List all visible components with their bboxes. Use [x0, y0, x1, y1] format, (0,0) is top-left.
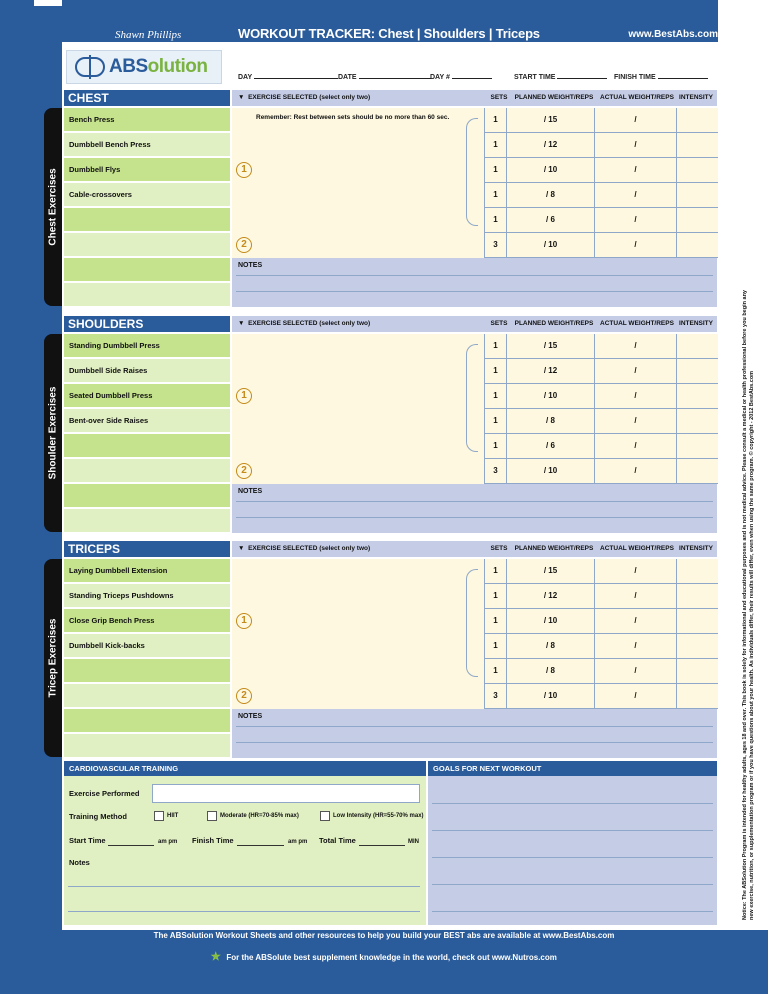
goal-line [432, 884, 713, 885]
site-url[interactable]: www.BestAbs.com [628, 29, 718, 40]
low-intensity-label: Low Intensity (HR=55-70% max) [333, 813, 424, 819]
cardio-notes-label: Notes [69, 858, 90, 867]
actual-cell[interactable]: / [594, 409, 676, 433]
set-row [484, 609, 718, 634]
notes-area[interactable] [232, 258, 717, 307]
total-time-label: Total Time [319, 836, 356, 845]
actual-cell[interactable]: / [594, 233, 676, 257]
moderate-label: Moderate (HR=70-85% max) [220, 813, 299, 819]
planned-header: PLANNED WEIGHT/REPS [514, 94, 594, 101]
sets-header: SETS [490, 320, 508, 327]
exercise-row[interactable] [64, 283, 230, 308]
actual-cell[interactable]: / [594, 459, 676, 483]
planned-cell: / 15 [506, 108, 594, 132]
sets-grid [484, 559, 718, 709]
exercise-row[interactable] [64, 709, 230, 734]
note-line [236, 291, 713, 292]
start-time-line[interactable] [108, 845, 154, 846]
set-row [484, 108, 718, 133]
sets-cell: 1 [484, 158, 506, 182]
sets-cell: 1 [484, 634, 506, 658]
note-line [236, 726, 713, 727]
sets-cell: 1 [484, 133, 506, 157]
set-row [484, 659, 718, 684]
set-row [484, 384, 718, 409]
intensity-header: INTENSITY [679, 320, 713, 327]
planned-cell: / 6 [506, 208, 594, 232]
set-row [484, 434, 718, 459]
sets-cell: 1 [484, 208, 506, 232]
column-header [232, 90, 717, 106]
low-intensity-checkbox[interactable] [320, 811, 330, 821]
notes-label: NOTES [238, 488, 263, 495]
sets-cell: 3 [484, 459, 506, 483]
column-header [232, 541, 717, 557]
actual-cell[interactable]: / [594, 384, 676, 408]
note-line [236, 742, 713, 743]
actual-cell[interactable]: / [594, 659, 676, 683]
actual-cell[interactable]: / [594, 133, 676, 157]
notes-label: NOTES [238, 262, 263, 269]
planned-cell: / 15 [506, 334, 594, 358]
selected-header: ▼ EXERCISE SELECTED (select only two) [238, 320, 371, 327]
planned-cell: / 10 [506, 609, 594, 633]
note-line [236, 275, 713, 276]
notes-label: NOTES [238, 713, 263, 720]
circle-two-icon: 2 [236, 463, 252, 479]
total-time-line[interactable] [359, 845, 405, 846]
sets-cell: 1 [484, 584, 506, 608]
intensity-cell[interactable] [676, 634, 718, 658]
actual-cell[interactable]: / [594, 434, 676, 458]
sets-grid [484, 108, 718, 258]
start-time-label: Start Time [69, 836, 106, 845]
sets-cell: 1 [484, 334, 506, 358]
note-line [236, 517, 713, 518]
planned-cell: / 8 [506, 409, 594, 433]
sets-cell: 1 [484, 409, 506, 433]
sets-cell: 1 [484, 183, 506, 207]
set-row [484, 459, 718, 484]
intensity-cell[interactable] [676, 158, 718, 182]
intensity-cell[interactable] [676, 359, 718, 383]
intensity-cell[interactable] [676, 434, 718, 458]
sets-cell: 1 [484, 609, 506, 633]
intensity-cell[interactable] [676, 384, 718, 408]
set-row [484, 233, 718, 258]
set-row [484, 634, 718, 659]
sets-cell: 1 [484, 359, 506, 383]
goal-line [432, 803, 713, 804]
circle-one-icon: 1 [236, 388, 252, 404]
hiit-checkbox[interactable] [154, 811, 164, 821]
intensity-cell[interactable] [676, 108, 718, 132]
set-row [484, 559, 718, 584]
planned-cell: / 8 [506, 659, 594, 683]
notes-area[interactable] [232, 484, 717, 533]
column-header [232, 316, 717, 332]
cardio-note-line[interactable] [68, 886, 420, 887]
triangle-down-icon: ▼ [238, 94, 245, 101]
legal-notice: Notice: The ABSolution Program is intended for healthy adults, ages 18 and over. This book is solely for informational and educational purposes and is not medical advice. Please consult a medical or health professional before you begin any new exercise, nutrition, or supplementation program or if you have questions about your health. As individuals differ, their results will differ, even when using the same program. © copyright - 2012 BestAbs.com [742, 290, 755, 920]
footer-line-2: ✯ For the ABSolute best supplement knowledge in the world, check out www.Nutros.com [211, 951, 557, 963]
goals-panel[interactable] [428, 776, 717, 925]
author-name: Shawn Phillips [115, 29, 182, 41]
triangle-down-icon: ▼ [238, 545, 245, 552]
exercise-row[interactable]: Dumbbell Kick-backs [64, 634, 230, 659]
exercise-row[interactable] [64, 509, 230, 534]
logo-icon [75, 57, 105, 77]
intensity-cell[interactable] [676, 233, 718, 257]
exercise-row[interactable] [64, 258, 230, 283]
cardio-title: CARDIOVASCULAR TRAINING [64, 761, 426, 776]
exercise-performed-label: Exercise Performed [69, 789, 140, 798]
triangle-down-icon: ▼ [238, 320, 245, 327]
goal-line [432, 911, 713, 912]
exercise-row[interactable]: Standing Dumbbell Press [64, 334, 230, 359]
bracket-icon [466, 118, 478, 226]
exercise-row[interactable]: Cable-crossovers [64, 183, 230, 208]
actual-cell[interactable]: / [594, 559, 676, 583]
sets-cell: 3 [484, 684, 506, 708]
circle-one-icon: 1 [236, 162, 252, 178]
absolution-logo [66, 50, 222, 84]
actual-cell[interactable]: / [594, 334, 676, 358]
am-pm-label-2: am pm [288, 839, 308, 845]
cardio-note-line[interactable] [68, 911, 420, 912]
planned-header: PLANNED WEIGHT/REPS [514, 545, 594, 552]
day-field[interactable]: DAY [238, 72, 338, 81]
planned-cell: / 12 [506, 133, 594, 157]
set-row [484, 359, 718, 384]
exercise-row[interactable] [64, 208, 230, 233]
set-row [484, 409, 718, 434]
page-title: WORKOUT TRACKER: Chest | Shoulders | Triceps [238, 26, 540, 41]
goal-line [432, 857, 713, 858]
intensity-cell[interactable] [676, 459, 718, 483]
actual-cell[interactable]: / [594, 684, 676, 708]
note-line [236, 501, 713, 502]
planned-cell: / 10 [506, 233, 594, 257]
exercise-row[interactable] [64, 734, 230, 759]
intensity-header: INTENSITY [679, 94, 713, 101]
circle-two-icon: 2 [236, 688, 252, 704]
intensity-cell[interactable] [676, 409, 718, 433]
sets-grid [484, 334, 718, 484]
sets-cell: 1 [484, 384, 506, 408]
exercise-select-area[interactable] [232, 559, 484, 709]
exercise-row[interactable] [64, 434, 230, 459]
set-row [484, 334, 718, 359]
corner-tab [34, 0, 62, 6]
actual-cell[interactable]: / [594, 158, 676, 182]
intensity-cell[interactable] [676, 609, 718, 633]
actual-cell[interactable]: / [594, 609, 676, 633]
intensity-cell[interactable] [676, 584, 718, 608]
notes-area[interactable] [232, 709, 717, 758]
exercise-row[interactable]: Standing Triceps Pushdowns [64, 584, 230, 609]
exercise-select-area[interactable] [232, 108, 484, 258]
planned-cell: / 10 [506, 684, 594, 708]
exercise-row[interactable] [64, 459, 230, 484]
goal-line [432, 830, 713, 831]
bracket-icon [466, 344, 478, 452]
intensity-cell[interactable] [676, 183, 718, 207]
finish-time-line[interactable] [237, 845, 284, 846]
planned-header: PLANNED WEIGHT/REPS [514, 320, 594, 327]
rest-reminder: Remember: Rest between sets should be no more than 60 sec. [256, 114, 450, 121]
actual-cell[interactable]: / [594, 183, 676, 207]
intensity-cell[interactable] [676, 334, 718, 358]
actual-cell[interactable]: / [594, 634, 676, 658]
actual-cell[interactable]: / [594, 208, 676, 232]
section-title-triceps: TRICEPS [64, 541, 230, 557]
intensity-cell[interactable] [676, 133, 718, 157]
section-title-chest: CHEST [64, 90, 230, 106]
intensity-cell[interactable] [676, 208, 718, 232]
leaf-icon: ✯ [211, 951, 221, 963]
exercise-row[interactable]: Bent-over Side Raises [64, 409, 230, 434]
set-row [484, 133, 718, 158]
planned-cell: / 12 [506, 584, 594, 608]
sets-cell: 3 [484, 233, 506, 257]
section-title-shoulders: SHOULDERS [64, 316, 230, 332]
circle-two-icon: 2 [236, 237, 252, 253]
exercise-row[interactable]: Bench Press [64, 108, 230, 133]
exercise-select-area[interactable] [232, 334, 484, 484]
exercise-row[interactable]: Close Grip Bench Press [64, 609, 230, 634]
planned-cell: / 6 [506, 434, 594, 458]
sets-cell: 1 [484, 659, 506, 683]
sets-cell: 1 [484, 559, 506, 583]
finish-time-field[interactable]: FINISH TIME [614, 72, 708, 81]
set-row [484, 208, 718, 233]
exercise-row[interactable] [64, 659, 230, 684]
planned-cell: / 8 [506, 183, 594, 207]
set-row [484, 183, 718, 208]
sets-header: SETS [490, 94, 508, 101]
intensity-header: INTENSITY [679, 545, 713, 552]
intensity-cell[interactable] [676, 559, 718, 583]
min-label: MIN [408, 839, 419, 845]
actual-header: ACTUAL WEIGHT/REPS [600, 94, 674, 101]
actual-header: ACTUAL WEIGHT/REPS [600, 545, 674, 552]
planned-cell: / 10 [506, 158, 594, 182]
exercise-row[interactable] [64, 484, 230, 509]
am-pm-label: am pm [158, 839, 178, 845]
date-field[interactable]: DATE [338, 72, 431, 81]
exercise-performed-input[interactable] [152, 784, 420, 803]
exercise-row[interactable] [64, 684, 230, 709]
intensity-cell[interactable] [676, 659, 718, 683]
planned-cell: / 10 [506, 384, 594, 408]
exercise-row[interactable]: Dumbbell Flys [64, 158, 230, 183]
actual-cell[interactable]: / [594, 359, 676, 383]
goals-title: GOALS FOR NEXT WORKOUT [428, 761, 717, 776]
planned-cell: / 10 [506, 459, 594, 483]
exercise-row[interactable]: Dumbbell Bench Press [64, 133, 230, 158]
start-time-field[interactable]: START TIME [514, 72, 607, 81]
bracket-icon [466, 569, 478, 677]
actual-header: ACTUAL WEIGHT/REPS [600, 320, 674, 327]
planned-cell: / 8 [506, 634, 594, 658]
exercise-row[interactable]: Dumbbell Side Raises [64, 359, 230, 384]
sidebar-shoulders: Shoulder Exercises [44, 334, 62, 532]
day-number-field[interactable]: DAY # [430, 72, 492, 81]
actual-cell[interactable]: / [594, 584, 676, 608]
circle-one-icon: 1 [236, 613, 252, 629]
set-row [484, 584, 718, 609]
hiit-label: HIIT [167, 813, 179, 819]
sidebar-chest: Chest Exercises [44, 108, 62, 306]
exercise-row[interactable]: Seated Dumbbell Press [64, 384, 230, 409]
sets-cell: 1 [484, 108, 506, 132]
training-method-label: Training Method [69, 812, 127, 821]
footer-line-1: The ABSolution Workout Sheets and other resources to help you build your BEST abs are available at www.BestAbs.com [153, 931, 615, 940]
moderate-checkbox[interactable] [207, 811, 217, 821]
selected-header: ▼ EXERCISE SELECTED (select only two) [238, 94, 371, 101]
sets-header: SETS [490, 545, 508, 552]
planned-cell: / 15 [506, 559, 594, 583]
actual-cell[interactable]: / [594, 108, 676, 132]
sidebar-triceps: Tricep Exercises [44, 559, 62, 757]
set-row [484, 684, 718, 709]
exercise-row[interactable]: Laying Dumbbell Extension [64, 559, 230, 584]
sets-cell: 1 [484, 434, 506, 458]
finish-time-label: Finish Time [192, 836, 234, 845]
selected-header: ▼ EXERCISE SELECTED (select only two) [238, 545, 371, 552]
intensity-cell[interactable] [676, 684, 718, 708]
exercise-row[interactable] [64, 233, 230, 258]
logo-text: ABSolution [109, 56, 208, 77]
planned-cell: / 12 [506, 359, 594, 383]
set-row [484, 158, 718, 183]
